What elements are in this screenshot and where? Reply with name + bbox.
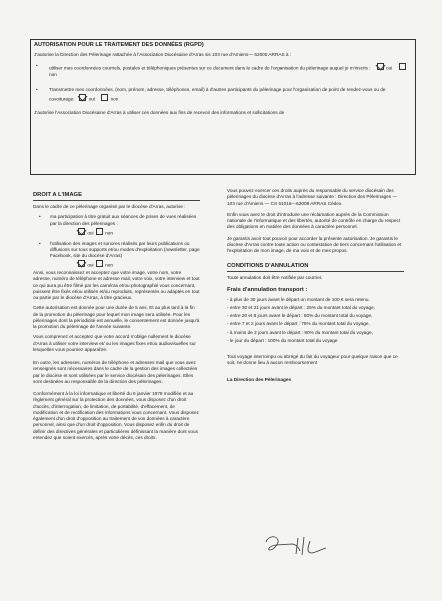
- image-2-non-checkbox[interactable]: [96, 260, 103, 267]
- rgpd-title: AUTORISATION POUR LE TRAITEMENT DES DONNÉES (RGPD): [34, 42, 204, 48]
- image-intro: Dans le cadre de ce pèlerinage organisé par le diocèse d'Arras, autorise :: [33, 204, 186, 209]
- rights-paragraph-1: Vous pouvez exercer ces droits auprès du responsable du service diocésain des pèlerinages du diocèse d'Arras à l'adresse suivante : Direction des Pèlerinages — 103 rue d'Amiens — CS 61016—62008 ARRAS Cédex.: [227, 188, 398, 206]
- image-paragraph-5: Conformément à la loi informatique et liberté du 6 janvier 1978 modifiée et au règlement général sur la protection des données, vous disposez d'un droit d'accès, d'interrogation, de limitation, de portabilité, d'effacement, de modification et de rectification des informations vous concernant. Vous disposez également d'un droit d'opposition au traitement de vos données à caractère personnel, ainsi que d'un droit d'opposition. Vous disposez enfin du droit de définir des directives générales et particulières définissant la manière dont vous entendez que soient exercés, après votre décès, ces droits.: [33, 391, 199, 440]
- cancellation-intro: Toute annulation doit être notifiée par courrier.: [227, 275, 323, 281]
- rgpd-intro: J'autorise la Direction des Pèlerinage rattachée à l'Association Diocésaine d'Arras sis 103 rue d'Amiens— 62000 ARRAS à :: [34, 52, 292, 57]
- image-bullet-2: [33, 241, 200, 260]
- rgpd-closing: J'autorise l'Association Diocésaine d'Arras à utiliser ces données aux fins de recevoir des informations et sollicitations de: [34, 110, 285, 116]
- image-1-oui-checkbox[interactable]: [78, 228, 85, 235]
- oui-label: oui: [88, 96, 96, 102]
- rgpd-item-2-text: Transmettre mes coordonnées, (nom, prénom, adresse, téléphones, email) à d'autres participants du pèlerinage pour l'organisation de point de rendez-vous ou de covoiturage:: [49, 87, 386, 102]
- rights-paragraph-3: Je garantis avoir tout pouvoir pour accorder la présente autorisation. Je garantis le diocèse d'Arras contre toute action ou contestation de tiers concernant l'utilisation et l'exploitation de mon image, de ma voix et de mes propos.: [227, 235, 402, 253]
- rgpd-2-oui-checkbox[interactable]: [79, 94, 86, 101]
- rgpd-item-1: [34, 63, 412, 78]
- image-paragraph-4: En outre, les adresses, numéros de téléphone et adresses mail que vous avez renseignés sont nécessaires dans le cadre de la gestion des images collectées par le diocèse et sont utilisées par le service diocésain des pèlerinages. Elles sont destinées au responsable de la direction des pèlerinages.: [33, 360, 198, 384]
- rgpd-2-non-checkbox[interactable]: [101, 94, 108, 101]
- non-label: non: [110, 96, 119, 102]
- image-1-non-checkbox[interactable]: [96, 228, 103, 235]
- image-paragraph-3: Vous comprenez et acceptez que votre accord n'oblige nullement le diocèse d'Arras à utiliser votre interview et/ ou les images fixes et/ou audiovisuelles sur lesquelles vous pourriez apparaître.: [33, 334, 196, 352]
- non-label: non: [105, 262, 114, 268]
- rgpd-item-1-text: utiliser mes coordonnées courriels, postales et téléphoniques présentes sur ce document dans le cadre de l'organisation du pèlerinage auquel je m'inscris :: [49, 65, 371, 71]
- rgpd-item-2: [34, 87, 412, 102]
- cancellation-closing: Tout voyage interrompu ou abrégé du fait du voyageur pour quelque raison que ce soit, ne donne lieu à aucun remboursement: [227, 354, 398, 366]
- title-divider: [227, 271, 404, 272]
- bullet-icon: •: [39, 214, 41, 220]
- signature-icon: [262, 532, 332, 558]
- rgpd-1-oui-checkbox[interactable]: [377, 63, 384, 70]
- non-label: non: [105, 230, 114, 236]
- image-1-choices: [33, 228, 200, 237]
- image-rights-title: DROIT A L'IMAGE: [33, 192, 82, 198]
- image-paragraph-2: Cette autorisation est donnée pour une durée de 5 ans. Et au plus tard à la fin de la promotion du pèlerinage pour lequel mon image sera utilisée. Pour les pèlerinages dont la périodicité est annuelle, le consentement est donnée jusqu'à la promotion du pèlerinage de l'année suivante.: [33, 305, 200, 329]
- image-bullet-1-text: ma participation à titre gratuit aux séances de prises de vues réalisées par la direction des pèlerinages :: [50, 214, 197, 226]
- fee-line: - le jour du départ : 100% du montant total du voyage: [227, 337, 338, 343]
- fees-title: Frais d'annulation transport :: [227, 286, 308, 293]
- oui-label: oui: [386, 65, 393, 71]
- image-bullet-1: [33, 214, 200, 227]
- fees-list: [227, 297, 404, 345]
- cancellation-title: CONDITIONS D'ANNULATION: [227, 263, 309, 270]
- rights-paragraph-2: Enfin vous avez le droit d'introduire une réclamation auprès de la Commission nationale de l'informatique et des libertés, autorité de contrôle en charge du respect des obligations en matière des données à caractère personnel.: [227, 211, 401, 230]
- image-paragraph-1: Ainsi, vous reconnaissez et acceptez que votre image, votre nom, votre adresse, numéro de téléphone et adresse mail, votre voix, votre interview et tout ce qui aura pu être filmé par les caméras et/ou photographié vous concernant, puissent être fixés et/ou utilisés et/ou reproduits, représentés ou adaptés en tout ou partie par le diocèse d'Arras, à titre gracieux.: [33, 270, 200, 300]
- bullet-icon: •: [39, 240, 41, 246]
- left-column: [33, 192, 200, 441]
- bullet-icon: •: [36, 63, 38, 69]
- fee-line: - entre 30 et 21 jours avant le départ : 25% du montant total du voyage,: [227, 304, 376, 310]
- fee-line: - à moins de 2 jours avant le départ : 90% du montant total du voyage,: [227, 329, 373, 335]
- bullet-icon: •: [36, 87, 38, 93]
- oui-label: oui: [87, 230, 94, 236]
- right-column: [227, 188, 404, 383]
- rgpd-box: [30, 39, 416, 175]
- image-2-choices: [33, 260, 200, 269]
- fee-line: - entre 20 et 8 jours avant le départ : 50% du montant total du voyage,: [227, 313, 373, 318]
- oui-label: oui: [87, 262, 94, 268]
- fee-line: - à plus de 30 jours avant le départ un montant de 100 € sera retenu.: [227, 296, 370, 302]
- image-bullet-2-text: l'utilisation des images et sonores réalisés par leurs publications ou diffusions sur tous supports et/ou modes d'exploitation (newsletter, page Facebook, site du diocèse d'Arras): [50, 240, 200, 258]
- image-2-oui-checkbox[interactable]: [78, 260, 85, 267]
- fee-line: - entre 7 et 2 jours avant le départ : 75% du montant total du voyage,: [227, 321, 370, 327]
- title-divider: [33, 200, 200, 201]
- rgpd-1-non-checkbox[interactable]: [399, 63, 406, 70]
- non-label: non: [49, 72, 57, 78]
- signatory-name: La Direction des Pèlerinages: [227, 376, 292, 382]
